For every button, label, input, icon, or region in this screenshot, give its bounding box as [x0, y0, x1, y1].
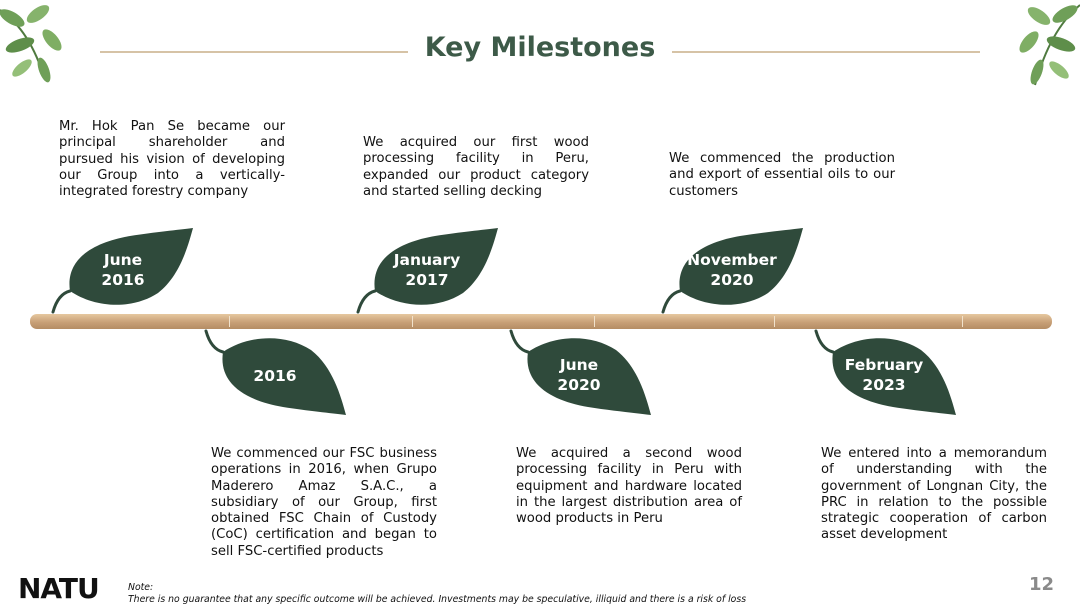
footer-note: [128, 582, 746, 606]
company-logo: NATU: [18, 572, 99, 605]
milestone-5-date: November 2020: [687, 251, 777, 289]
milestone-2-date: 2016: [253, 367, 297, 385]
note-label: Note:: [128, 582, 154, 593]
timeline-tick: [774, 316, 775, 327]
milestone-3-date: January 2017: [393, 251, 461, 289]
page-title: Key Milestones: [424, 32, 656, 63]
timeline-tick: [594, 316, 595, 327]
milestone-4-description: We acquired a second wood processing facility in Peru with equipment and hardware located in the largest distribution area of wood products in Peru: [516, 446, 742, 527]
milestone-5-description: We commenced the production and export of essential oils to our customers: [669, 151, 895, 199]
milestone-2-description: We commenced our FSC business operations in 2016, when Grupo Maderero Amaz S.A.C., a subsidiary of our Group, first obtained FSC Chain of Custody (CoC) certification and began to sell FSC-certified products: [211, 446, 437, 559]
timeline-tick: [962, 316, 963, 327]
timeline-tick: [229, 316, 230, 327]
note-text: There is no guarantee that any specific outcome will be achieved. Investments may be speculative, illiquid and there is a risk of loss: [128, 594, 747, 605]
milestone-6-date: February 2023: [844, 356, 924, 394]
milestone-6-description: We entered into a memorandum of understanding with the government of Longnan City, the PRC in relation to the possible strategic cooperation of carbon asset development: [821, 446, 1047, 543]
page-number: 12: [1028, 574, 1054, 595]
milestone-4-date: June 2020: [557, 356, 601, 394]
timeline-tick: [412, 316, 413, 327]
milestone-1-date: June 2016: [101, 251, 145, 289]
milestone-3-description: We acquired our first wood processing facility in Peru, expanded our product category and started selling decking: [363, 135, 589, 199]
milestone-1-description: Mr. Hok Pan Se became our principal shareholder and pursued his vision of developing our Group into a vertically-integrated forestry company: [59, 119, 285, 200]
timeline-bar: [30, 314, 1052, 329]
